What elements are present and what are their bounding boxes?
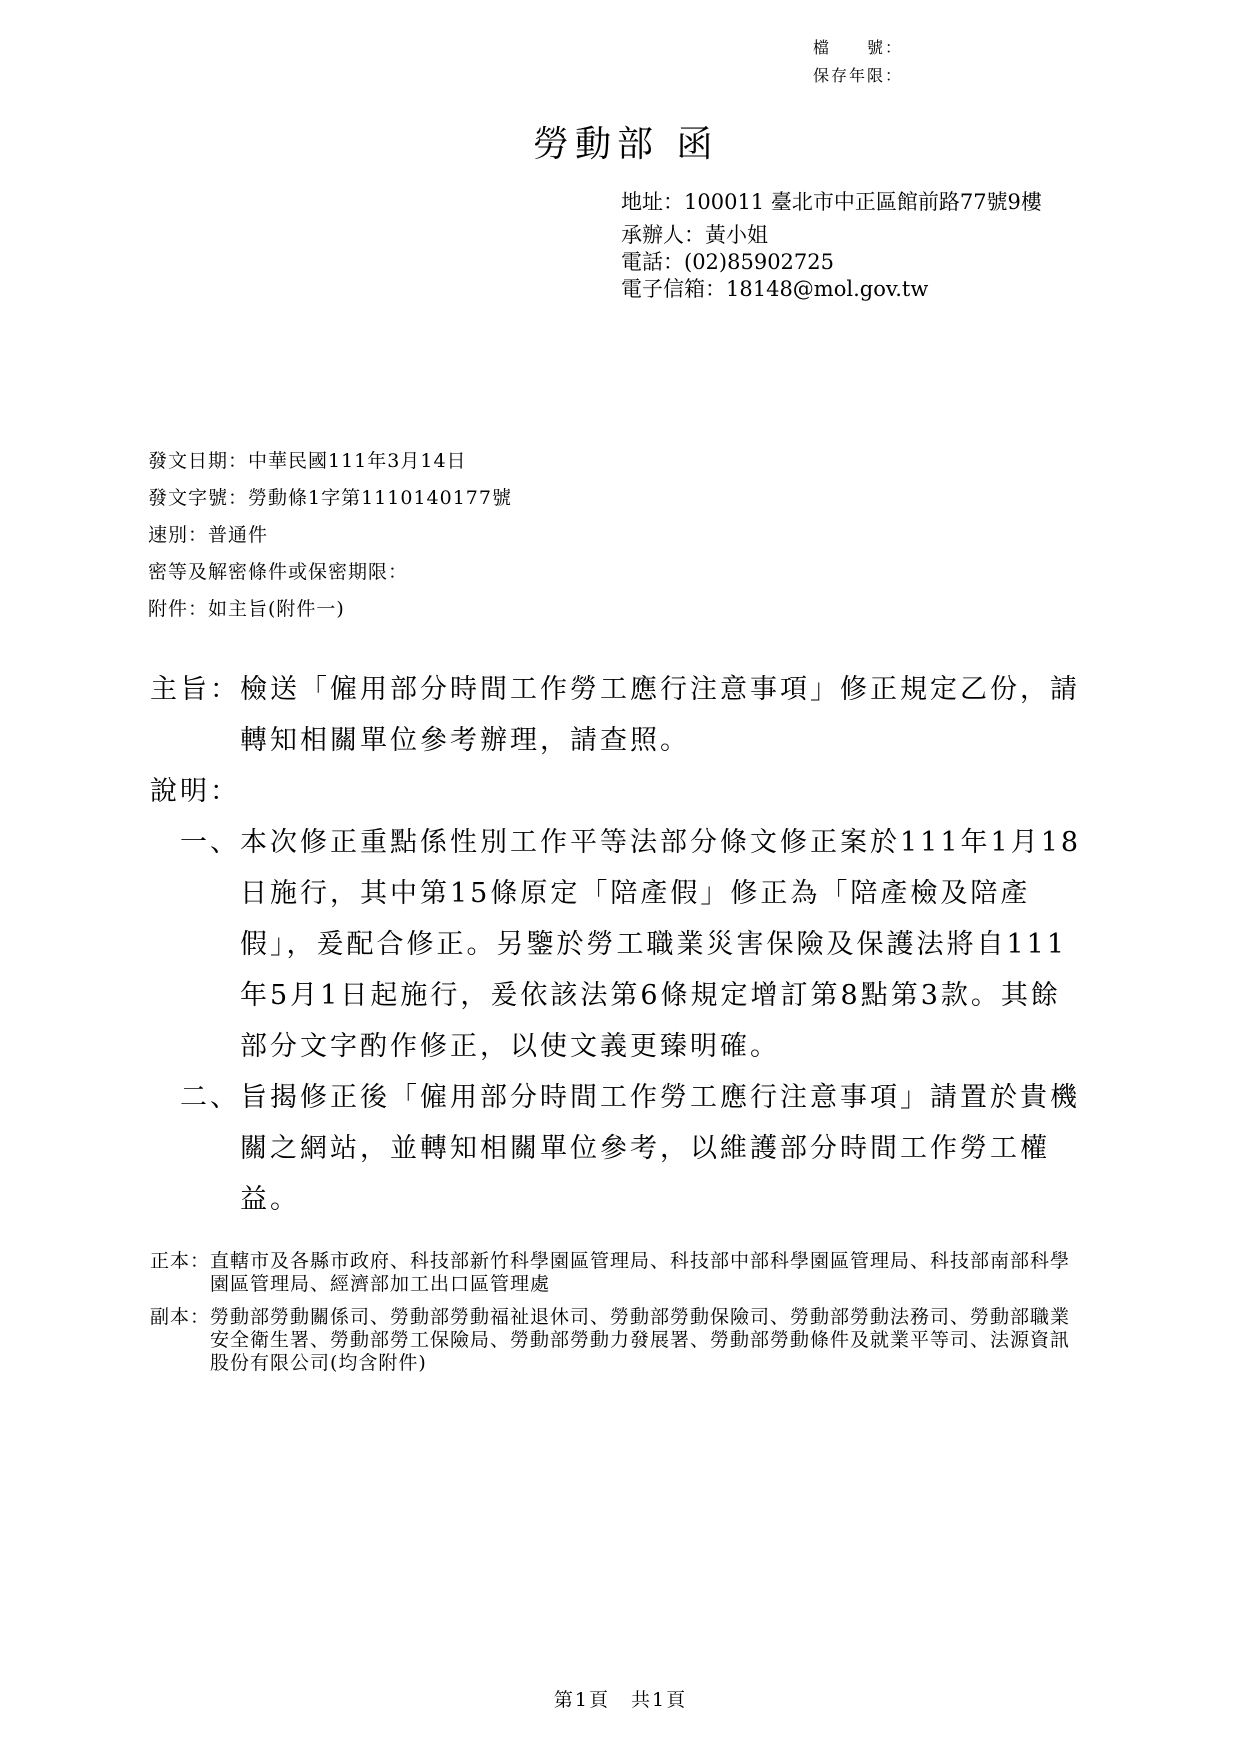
document-meta bbox=[148, 443, 512, 628]
original-text: 直轄市及各縣市政府、科技部新竹科學園區管理局、科技部中部科學園區管理局、科技部南部科學園區管理局、經濟部加工出口區管理處 bbox=[210, 1250, 1071, 1295]
address: 地址：100011 臺北市中正區館前路77號9樓 bbox=[621, 190, 1042, 214]
page-footer: 第1頁 共1頁 bbox=[553, 1689, 688, 1711]
original-recipients bbox=[150, 1250, 1090, 1296]
phone: 電話：(02)85902725 bbox=[621, 250, 834, 274]
explanation-item bbox=[150, 817, 1090, 1072]
item-text: 本次修正重點係性別工作平等法部分條文修正案於111年1月18日施行，其中第15條原定「陪產假」修正為「陪產檢及陪產假」，爰配合修正。另鑒於勞工職業災害保險及保護法將自111年5月1日起施行，爰依該法第6條規定增訂第8點第3款。其餘部分文字酌作修正，以使文義更臻明確。 bbox=[240, 827, 1082, 1062]
explanation-label: 說明： bbox=[150, 776, 240, 807]
issue-date: 發文日期：中華民國111年3月14日 bbox=[148, 450, 467, 472]
item-number: 一、 bbox=[180, 827, 240, 858]
item-number: 二、 bbox=[180, 1082, 240, 1113]
secrecy-level: 密等及解密條件或保密期限： bbox=[148, 561, 409, 583]
document-body bbox=[150, 664, 1090, 1225]
file-number-label: 檔 號： bbox=[813, 38, 904, 57]
archive-info bbox=[813, 34, 903, 90]
distribution bbox=[150, 1250, 1090, 1375]
document-number: 發文字號：勞動條1字第1110140177號 bbox=[148, 487, 512, 509]
explanation-item bbox=[150, 1072, 1090, 1225]
copy-label: 副本： bbox=[150, 1306, 211, 1328]
item-text: 旨揭修正後「僱用部分時間工作勞工應行注意事項」請置於貴機關之網站，並轉知相關單位參考，以維護部分時間工作勞工權益。 bbox=[240, 1082, 1080, 1215]
retention-period-label: 保存年限： bbox=[813, 66, 904, 85]
copy-text: 勞動部勞動關係司、勞動部勞動福祉退休司、勞動部勞動保險司、勞動部勞動法務司、勞動部職業安全衛生署、勞動部勞工保險局、勞動部勞動力發展署、勞動部勞動條件及就業平等司、法源資訊股份有限公司(均含附件) bbox=[210, 1306, 1071, 1374]
original-label: 正本： bbox=[150, 1250, 211, 1272]
document-title: 勞動部 函 bbox=[533, 124, 719, 165]
email: 電子信箱：18148@mol.gov.tw bbox=[621, 277, 929, 301]
attachment: 附件：如主旨(附件一) bbox=[148, 598, 345, 620]
subject-text: 檢送「僱用部分時間工作勞工應行注意事項」修正規定乙份，請轉知相關單位參考辦理，請查照。 bbox=[240, 674, 1080, 756]
contact-info bbox=[621, 189, 1042, 303]
subject-section bbox=[150, 664, 1090, 766]
copy-recipients bbox=[150, 1306, 1090, 1375]
subject-label: 主旨： bbox=[150, 674, 240, 705]
handler: 承辦人：黃小姐 bbox=[621, 223, 768, 247]
speed-class: 速別：普通件 bbox=[148, 524, 269, 546]
